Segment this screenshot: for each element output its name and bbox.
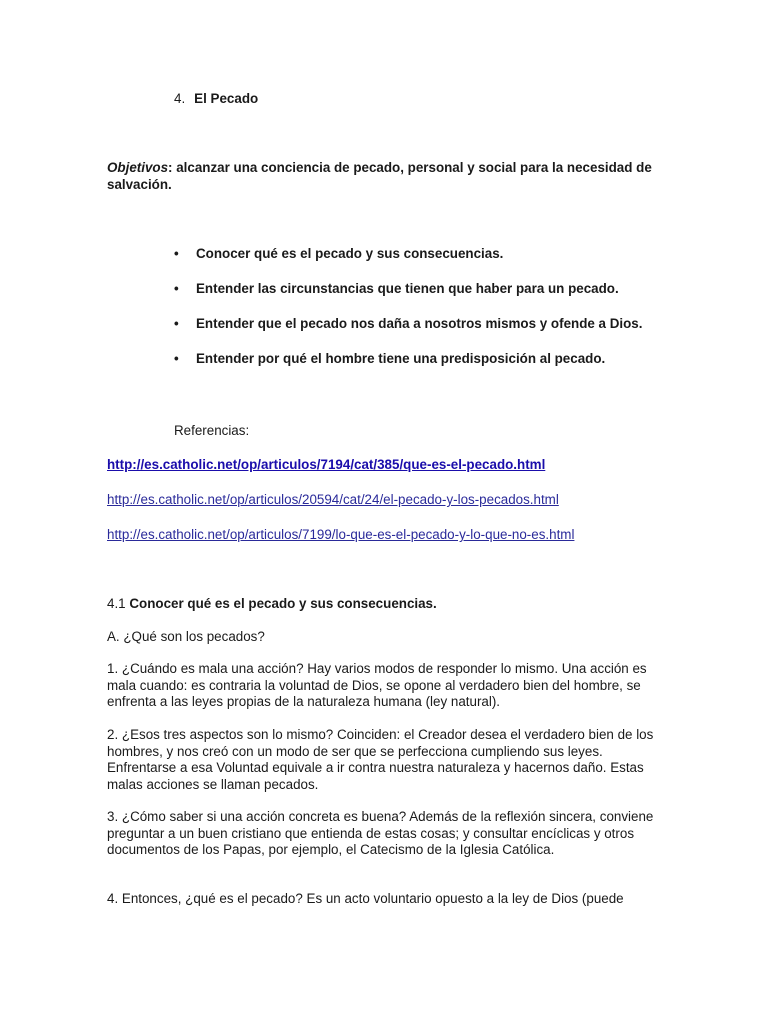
section-heading — [174, 91, 258, 108]
objectives-label: Objetivos — [107, 160, 169, 175]
paragraph-2: 2. ¿Esos tres aspectos son lo mismo? Coinciden: el Creador desea el verdadero bien de los hombres, y nos creó con un modo de ser que se perfecciona cumpliendo sus leyes. Enfrentarse a esa Voluntad equivale a ir contra nuestra naturaleza y hacernos daño. Estas malas acciones se llaman pecados. — [107, 727, 654, 792]
goal-text: Entender por qué el hombre tiene una predisposición al pecado. — [196, 351, 606, 366]
reference-link-2[interactable]: http://es.catholic.net/op/articulos/20594/cat/24/el-pecado-y-los-pecados.html — [107, 492, 559, 507]
references-label: Referencias: — [174, 423, 250, 438]
objectives-paragraph — [107, 160, 667, 193]
list-item — [174, 351, 694, 386]
subsection-number: 4.1 — [107, 596, 126, 611]
list-item — [174, 316, 694, 351]
bullet-icon: • — [174, 281, 179, 296]
goals-list — [174, 246, 694, 386]
goal-text: Entender que el pecado nos daña a nosotros mismos y ofende a Dios. — [196, 316, 643, 331]
reference-link-3[interactable]: http://es.catholic.net/op/articulos/7199/lo-que-es-el-pecado-y-lo-que-no-es.html — [107, 527, 575, 542]
goal-text: Conocer qué es el pecado y sus consecuencias. — [196, 246, 504, 261]
reference-link-1[interactable]: http://es.catholic.net/op/articulos/7194/cat/385/que-es-el-pecado.html — [107, 457, 546, 472]
list-item — [174, 281, 694, 316]
section-title: El Pecado — [194, 91, 259, 106]
list-item — [174, 246, 694, 281]
bullet-icon: • — [174, 351, 179, 366]
section-number: 4. — [174, 91, 186, 106]
objectives-text: : alcanzar una conciencia de pecado, personal y social para la necesidad de salvación. — [107, 160, 652, 192]
bullet-icon: • — [174, 246, 179, 261]
paragraph-4: 4. Entonces, ¿qué es el pecado? Es un acto voluntario opuesto a la ley de Dios (puede — [107, 891, 624, 906]
question-heading: A. ¿Qué son los pecados? — [107, 629, 265, 644]
goal-text: Entender las circunstancias que tienen que haber para un pecado. — [196, 281, 619, 296]
paragraph-3: 3. ¿Cómo saber si una acción concreta es buena? Además de la reflexión sincera, conviene preguntar a un buen cristiano que entienda de estas cosas; y consultar encíclicas y otros documentos de los Papas, por ejemplo, el Catecismo de la Iglesia Católica. — [107, 809, 654, 857]
subsection-title: Conocer qué es el pecado y sus consecuencias. — [129, 596, 437, 611]
subsection-heading — [107, 596, 437, 613]
paragraph-1: 1. ¿Cuándo es mala una acción? Hay varios modos de responder lo mismo. Una acción es mala cuando: es contraria la voluntad de Dios, se opone al verdadero bien del hombre, se enfrenta a las leyes propias de la naturaleza humana (ley natural). — [107, 661, 647, 709]
bullet-icon: • — [174, 316, 179, 331]
